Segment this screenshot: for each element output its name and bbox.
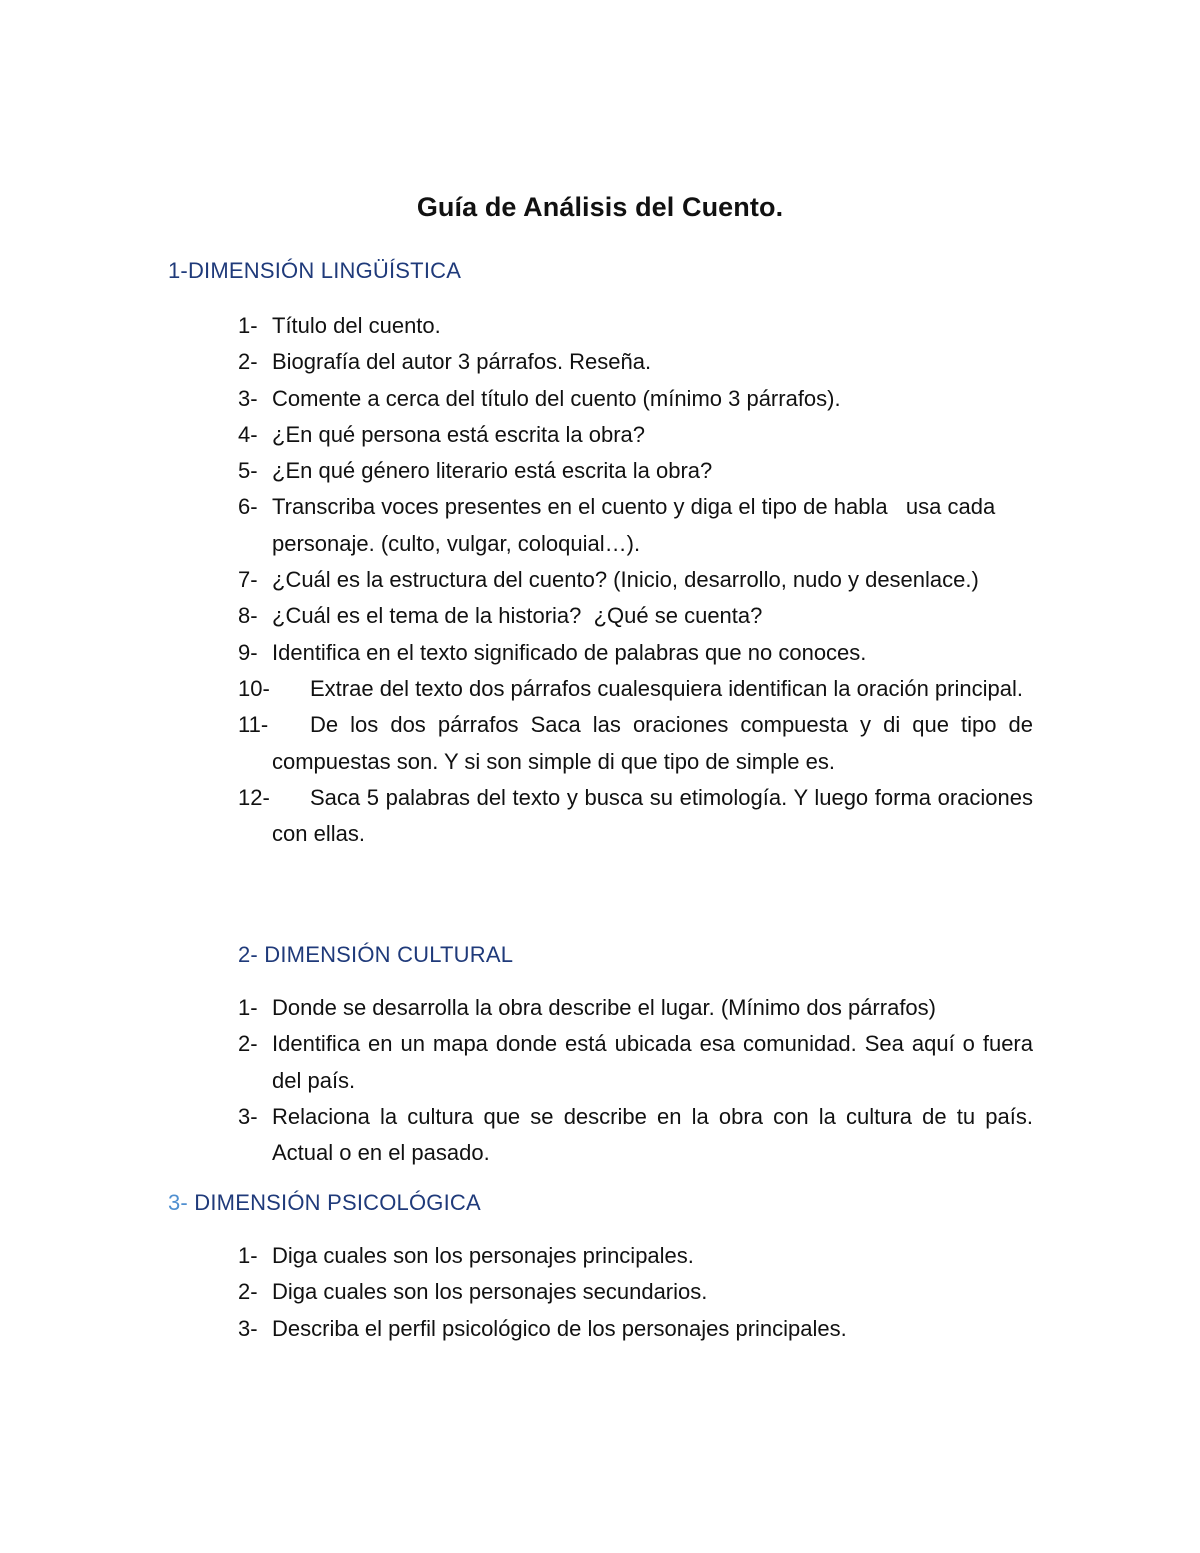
item-text: Título del cuento. [272, 313, 441, 338]
item-text: Comente a cerca del título del cuento (mínimo 3 párrafos). [272, 385, 841, 411]
item-number: 4- [238, 421, 258, 447]
section-number: 3- [168, 1190, 195, 1215]
item-number: 6- [238, 494, 258, 520]
section-heading-linguistica [168, 258, 461, 284]
item-text: ¿En qué persona está escrita la obra? [272, 421, 646, 447]
section-title: DIMENSIÓN LINGÜÍSTICA [187, 258, 462, 283]
item-number: 3- [238, 1103, 258, 1129]
section-heading-psicologica [168, 1190, 481, 1216]
item-text: Describa el perfil psicológico de los personajes principales. [272, 1315, 847, 1341]
psicologica-question-list [238, 1238, 1033, 1347]
item-number: 2- [238, 1031, 258, 1057]
list-item [238, 1274, 1033, 1310]
section-number: 2- [238, 942, 265, 967]
cultural-question-list [238, 990, 1033, 1171]
item-number: 1- [238, 1243, 258, 1268]
list-item [238, 1311, 1033, 1347]
item-text: Identifica en el texto significado de palabras que no conoces. [272, 639, 867, 665]
list-item [238, 671, 1033, 707]
item-text: Identifica en un mapa donde está ubicada esa comunidad. Sea aquí o fuera del país. [272, 1031, 1033, 1093]
list-item [238, 344, 1033, 380]
section-number: 1- [168, 258, 188, 283]
item-number: 8- [238, 603, 258, 629]
item-text: Saca 5 palabras del texto y busca su etimología. Y luego forma oraciones con ellas. [272, 784, 1033, 847]
item-text: Diga cuales son los personajes secundarios. [272, 1279, 708, 1305]
list-item [238, 635, 1033, 671]
list-item [238, 707, 1033, 780]
list-item [238, 453, 1033, 489]
section-title: DIMENSIÓN PSICOLÓGICA [194, 1190, 481, 1215]
item-text: Donde se desarrolla la obra describe el lugar. (Mínimo dos párrafos) [272, 995, 936, 1020]
item-text: Extrae del texto dos párrafos cualesquiera identifican la oración principal. [310, 675, 1023, 701]
item-number: 3- [238, 1315, 258, 1341]
list-item [238, 381, 1033, 417]
list-item [238, 489, 1033, 562]
item-text: De los dos párrafos Saca las oraciones compuesta y di que tipo de compuestas son. Y si son simple di que tipo de simple es. [272, 712, 1033, 774]
list-item [238, 308, 1033, 344]
item-text: ¿Cuál es la estructura del cuento? (Inicio, desarrollo, nudo y desenlace.) [272, 567, 979, 593]
item-number: 11- [238, 712, 269, 738]
item-number: 10- [238, 675, 270, 701]
list-item [238, 1099, 1033, 1172]
item-text: Transcriba voces presentes en el cuento y diga el tipo de habla usa cada personaje. (culto, vulgar, coloquial…). [272, 494, 1002, 556]
linguistica-question-list [238, 308, 1033, 852]
list-item [238, 1026, 1033, 1099]
item-number: 2- [238, 349, 258, 375]
item-number: 1- [238, 313, 258, 338]
list-item [238, 417, 1033, 453]
item-text: Relaciona la cultura que se describe en la obra con la cultura de tu país. Actual o en el pasado. [272, 1103, 1033, 1166]
item-number: 12- [238, 784, 270, 810]
section-title: DIMENSIÓN CULTURAL [264, 942, 514, 967]
list-item [238, 1238, 1033, 1274]
item-text: Biografía del autor 3 párrafos. Reseña. [272, 349, 652, 375]
item-text: ¿Cuál es el tema de la historia? ¿Qué se cuenta? [272, 603, 763, 629]
list-item [238, 598, 1033, 634]
item-text: Diga cuales son los personajes principales. [272, 1243, 694, 1268]
item-text: ¿En qué género literario está escrita la obra? [272, 458, 713, 484]
document-title: Guía de Análisis del Cuento. [416, 192, 784, 222]
list-item [238, 780, 1033, 853]
list-item [238, 562, 1033, 598]
item-number: 1- [238, 995, 258, 1020]
item-number: 2- [238, 1279, 258, 1305]
item-number: 3- [238, 385, 258, 411]
item-number: 9- [238, 639, 258, 665]
item-number: 5- [238, 458, 258, 484]
item-number: 7- [238, 567, 258, 593]
section-heading-cultural [238, 942, 513, 968]
list-item [238, 990, 1033, 1026]
